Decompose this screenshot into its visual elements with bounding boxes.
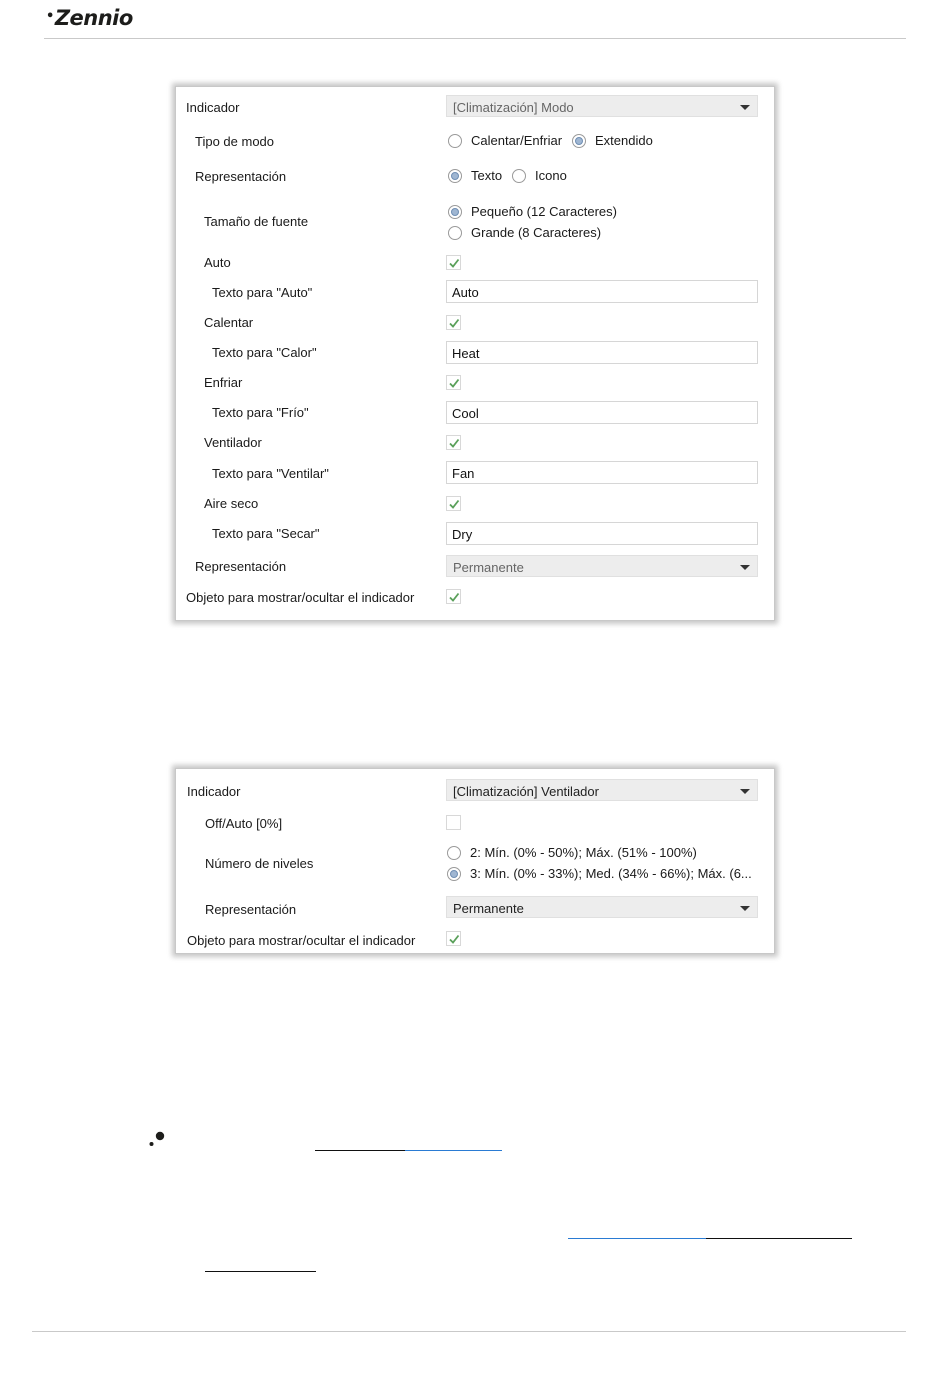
texto-ventilar-label: Texto para "Ventilar" [212,466,329,481]
zennio-logo: •Zennio [46,6,133,30]
radio-icon [448,226,462,240]
calentar-label: Calentar [204,315,254,330]
radio-calentar-enfriar[interactable] [448,133,562,148]
radio-selected-icon [572,134,586,148]
objeto-label: Objeto para mostrar/ocultar el indicador [187,933,416,948]
off-auto-checkbox[interactable] [446,815,461,830]
off-auto-label: Off/Auto [0%] [205,816,283,831]
ventilador-checkbox[interactable] [446,435,461,450]
chevron-down-icon [740,906,750,911]
auto-label: Auto [204,255,231,270]
check-icon [448,377,460,389]
representacion-dropdown[interactable] [446,555,758,577]
radio-icon [448,134,462,148]
radio-label: 3: Mín. (0% - 33%); Med. (34% - 66%); Máx. (6... [470,866,752,881]
aire-seco-label: Aire seco [204,496,259,511]
calentar-checkbox[interactable] [446,315,461,330]
representacion-value: Permanente [453,901,524,916]
radio-selected-icon [447,867,461,881]
radio-grande[interactable] [448,225,601,240]
radio-label: 2: Mín. (0% - 50%); Máx. (51% - 100%) [470,845,697,860]
texto-frio-input[interactable]: Cool [446,401,758,424]
enfriar-label: Enfriar [204,375,243,390]
radio-icon [447,846,461,860]
radio-niveles-2[interactable] [447,845,697,860]
radio-extendido[interactable] [572,133,653,148]
header-divider [44,38,906,39]
texto-auto-label: Texto para "Auto" [212,285,313,300]
indicador-value: [Climatización] Ventilador [453,784,599,799]
texto-secar-input[interactable]: Dry [446,522,758,545]
chevron-down-icon [740,565,750,570]
objeto-label: Objeto para mostrar/ocultar el indicador [186,590,415,605]
texto-frio-label: Texto para "Frío" [212,405,309,420]
indicador-label: Indicador [187,784,241,799]
chevron-down-icon [740,105,750,110]
fan-indicator-panel [175,768,775,954]
representacion2-label: Representación [195,559,287,574]
auto-checkbox[interactable] [446,255,461,270]
ventilador-label: Ventilador [204,435,262,450]
niveles-label: Número de niveles [205,856,314,871]
texto-auto-input[interactable]: Auto [446,280,758,303]
tipo-modo-label: Tipo de modo [195,134,275,149]
footer-divider [32,1331,906,1332]
check-icon [448,591,460,603]
texto-calor-label: Texto para "Calor" [212,345,317,360]
bullet-icon [148,1130,166,1148]
representacion-value: Permanente [453,560,524,575]
check-icon [448,257,460,269]
representacion-dropdown[interactable] [446,896,758,918]
representacion-label: Representación [195,169,287,184]
radio-icon [512,169,526,183]
indicador-dropdown[interactable] [446,95,758,117]
texto-calor-input[interactable]: Heat [446,341,758,364]
logo-text: Zennio [54,6,133,30]
radio-label: Grande (8 Caracteres) [471,225,602,240]
radio-icono[interactable] [512,168,567,183]
indicador-dropdown[interactable] [446,779,758,801]
radio-label: Texto [471,168,503,183]
radio-label: Pequeño (12 Caracteres) [471,204,617,219]
indicador-value: [Climatización] Modo [453,100,574,115]
link-underline[interactable] [568,1238,706,1239]
link-underline[interactable] [405,1150,502,1151]
tamano-fuente-label: Tamaño de fuente [204,214,309,229]
texto-secar-label: Texto para "Secar" [212,526,320,541]
radio-texto[interactable] [448,168,502,183]
texto-ventilar-input[interactable]: Fan [446,461,758,484]
link-underline[interactable] [706,1238,852,1239]
link-underline[interactable] [205,1271,316,1272]
objeto-checkbox[interactable] [446,589,461,604]
objeto-checkbox[interactable] [446,931,461,946]
radio-selected-icon [448,169,462,183]
check-icon [448,317,460,329]
radio-label: Icono [535,168,567,183]
representacion-label: Representación [205,902,297,917]
radio-selected-icon [448,205,462,219]
radio-label: Calentar/Enfriar [471,133,563,148]
indicador-label: Indicador [186,100,240,115]
mode-indicator-panel [175,86,775,621]
radio-niveles-3[interactable] [447,866,752,881]
check-icon [448,933,460,945]
check-icon [448,437,460,449]
enfriar-checkbox[interactable] [446,375,461,390]
aire-seco-checkbox[interactable] [446,496,461,511]
check-icon [448,498,460,510]
link-underline[interactable] [315,1150,405,1151]
radio-pequeno[interactable] [448,204,617,219]
chevron-down-icon [740,789,750,794]
radio-label: Extendido [595,133,653,148]
